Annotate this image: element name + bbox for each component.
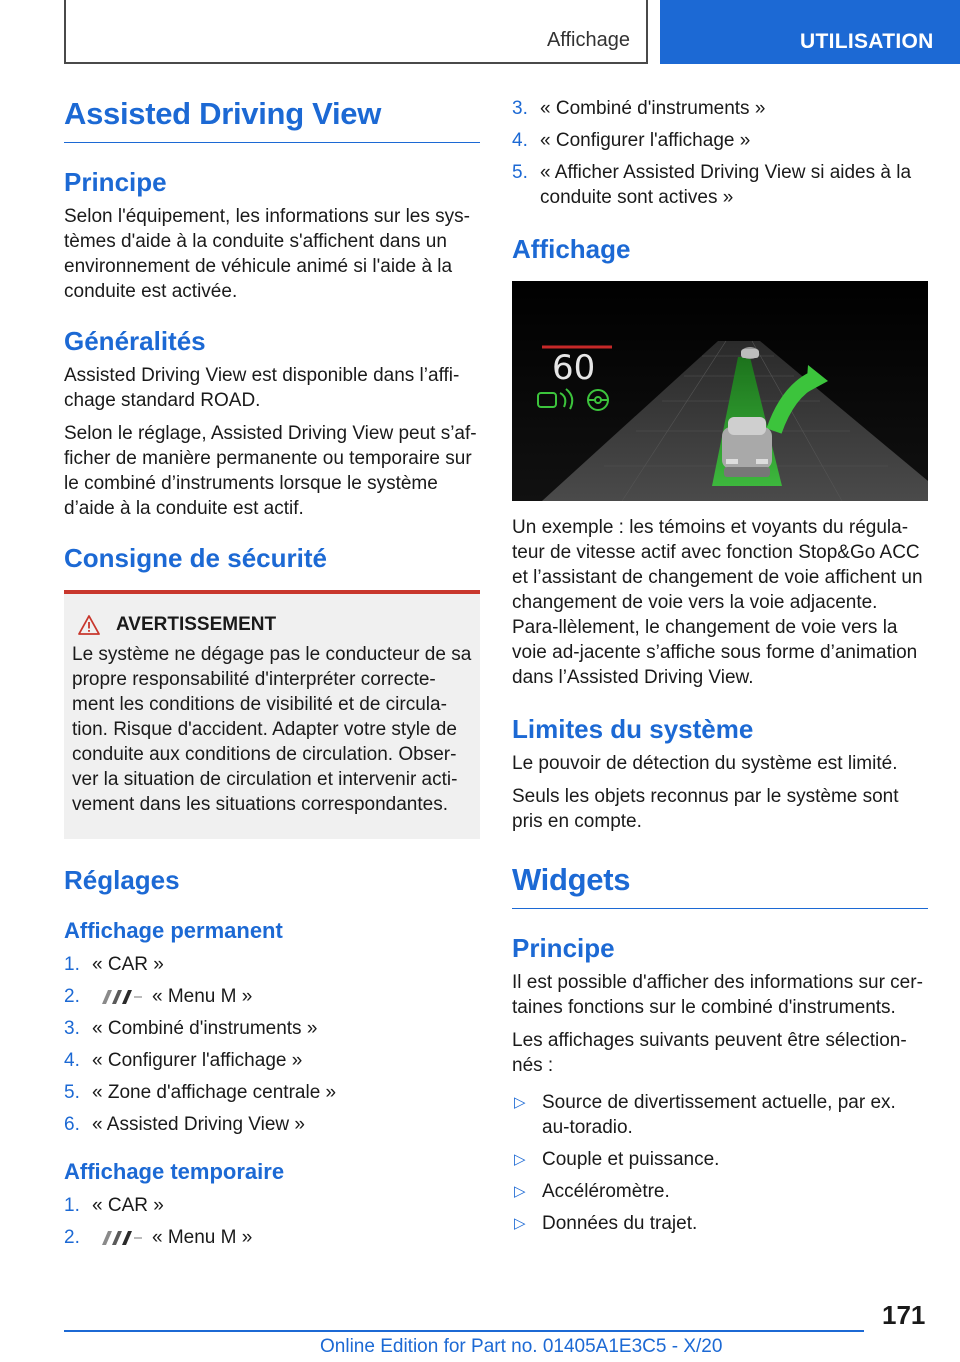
bullet-triangle-icon: ▷ (514, 1151, 526, 1168)
page-number: 171 (882, 1300, 926, 1330)
list-item: 1. « CAR » (64, 954, 164, 975)
list-item: 3. « Combiné d'instruments » (64, 1018, 318, 1039)
list-item: 4. « Configurer l'affichage » (512, 130, 751, 151)
affichage-permanent-heading: Affichage permanent (64, 918, 283, 943)
bullet-triangle-icon: ▷ (514, 1215, 526, 1232)
header-chapter-tab: UTILISATION (660, 0, 960, 64)
widgets-principe-heading: Principe (512, 933, 615, 963)
list-item: 2. « Menu M » (64, 1227, 253, 1248)
list-item: 2. « Menu M » (64, 986, 253, 1007)
limites-heading: Limites du système (512, 714, 754, 744)
footer-divider (64, 1330, 864, 1332)
warning-text: Le système ne dégage pas le conducteur de sa propre responsabilité d'interpréter correcte-ment les conditions de visibilité et de circula-tion. Risque d'accident. Adapter votre style de conduite aux conditions de circulation. Obser-ver la situation de circulation et intervenir acti-vement dans les situations correspondantes. (72, 644, 472, 815)
warning-title-row (72, 614, 472, 636)
list-item: 5. « Afficher Assisted Driving View si aides à la conduite sont actives » (512, 162, 912, 208)
list-item: 3. « Combiné d'instruments » (512, 98, 766, 119)
consigne-heading: Consigne de sécurité (64, 543, 327, 573)
generalites-heading: Généralités (64, 326, 206, 356)
temporaire-steps-list (64, 1193, 480, 1250)
affichage-heading: Affichage (512, 234, 631, 264)
list-item: ▷ Couple et puissance. (514, 1149, 720, 1170)
footer-edition: Online Edition for Part no. 01405A1E3C5 - X/20 (320, 1336, 723, 1357)
left-column (64, 96, 480, 1257)
list-item: 1. « CAR » (64, 1195, 164, 1216)
widgets-text-1: Il est possible d'afficher des informations sur cer-taines fonctions sur le combiné d'instruments. (512, 972, 923, 1018)
m-logo-icon (96, 990, 144, 1004)
principe-text: Selon l'équipement, les informations sur les sys-tèmes d'aide à la conduite s'affichent dans un environnement de véhicule animé si l'aide à la conduite est activée. (64, 206, 470, 302)
widgets-list (512, 1090, 928, 1236)
header-section-box (64, 0, 648, 64)
speed-readout: 60 (552, 348, 596, 388)
generalites-text-2: Selon le réglage, Assisted Driving View peut s’af-ficher de manière permanente ou temporaire sur le combiné d’instruments lorsque le système d’aide à la conduite est actif. (64, 423, 477, 519)
list-item: 5. « Zone d'affichage centrale » (64, 1082, 337, 1103)
bullet-triangle-icon: ▷ (514, 1094, 526, 1111)
generalites-text-1: Assisted Driving View est disponible dans l’affi-chage standard ROAD. (64, 365, 460, 411)
limites-text-1: Le pouvoir de détection du système est limité. (512, 753, 898, 774)
limites-text-2: Seuls les objets reconnus par le système sont pris en compte. (512, 786, 899, 832)
figure-caption: Un exemple : les témoins et voyants du régula-teur de vitesse actif avec fonction Stop&Go ACC et l’assistant de changement de voie affichent un changement de voie vers la voie adjacente. Para-llèlement, le changement de voie vers la voie ad-jacente s’affiche sous forme d’animation dans l’Assisted Driving View. (512, 517, 923, 688)
permanent-steps-list (64, 952, 480, 1137)
list-item: ▷ Accéléromètre. (514, 1181, 670, 1202)
list-item: 4. « Configurer l'affichage » (64, 1050, 303, 1071)
assisted-driving-view-image (512, 281, 928, 501)
warning-box (64, 590, 480, 839)
affichage-temporaire-heading: Affichage temporaire (64, 1159, 285, 1184)
reglages-heading: Réglages (64, 865, 180, 895)
widgets-title: Widgets (512, 862, 928, 909)
header-section-title: Affichage (546, 29, 630, 51)
warning-title: AVERTISSEMENT (116, 614, 277, 635)
warning-triangle-icon (78, 615, 100, 635)
bullet-triangle-icon: ▷ (514, 1183, 526, 1200)
right-column (512, 96, 928, 1243)
list-item: ▷ Source de divertissement actuelle, par ex. au-toradio. (514, 1092, 896, 1138)
principe-heading: Principe (64, 167, 167, 197)
widgets-text-2: Les affichages suivants peuvent être sélection-nés : (512, 1030, 907, 1076)
list-item: 6. « Assisted Driving View » (64, 1114, 305, 1135)
continued-steps-list (512, 96, 928, 210)
list-item: ▷ Données du trajet. (514, 1213, 698, 1234)
page-title: Assisted Driving View (64, 96, 480, 143)
m-logo-icon (96, 1231, 144, 1245)
